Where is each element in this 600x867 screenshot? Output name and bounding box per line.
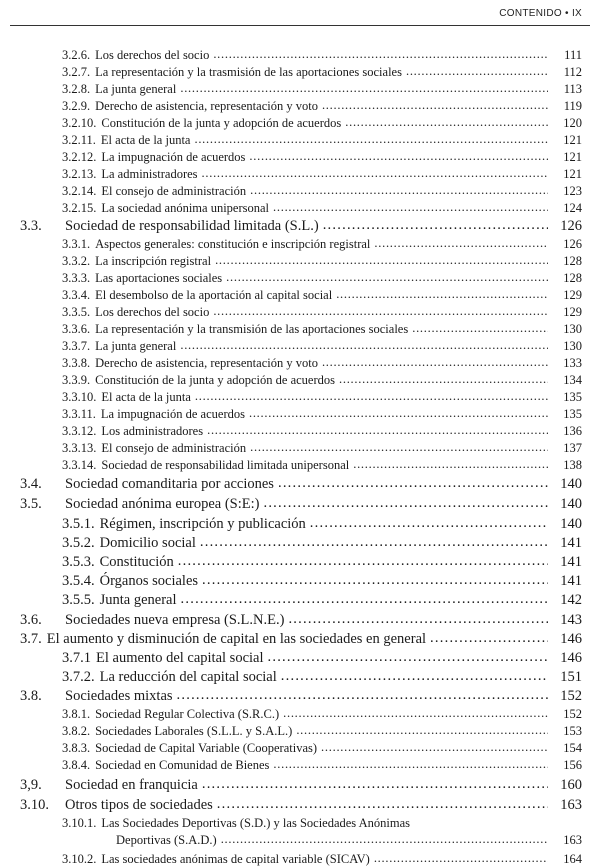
dot-leader — [288, 611, 548, 628]
dot-leader — [226, 270, 548, 285]
section-title: Sociedad en franquicia — [65, 777, 198, 793]
dot-leader — [249, 406, 548, 421]
page-number: 153 — [563, 724, 582, 738]
page-number: 160 — [560, 777, 582, 793]
toc-section[interactable] — [0, 496, 600, 513]
entry-number: 3.5.5. — [62, 592, 95, 608]
page-number: 124 — [563, 201, 582, 215]
toc-entry[interactable] — [0, 390, 600, 405]
entry-number: 3.3.6. — [62, 322, 91, 336]
toc-entry[interactable] — [0, 48, 600, 63]
entry-title: El consejo de administración — [101, 184, 247, 198]
page-number: 143 — [560, 612, 582, 628]
entry-title: Sociedad de responsabilidad limitada unipersonal — [101, 458, 350, 472]
toc-section[interactable] — [0, 688, 600, 705]
page-number: 130 — [563, 339, 582, 353]
entry-title: La impugnación de acuerdos — [100, 407, 245, 421]
entry-number: 3.2.8. — [62, 82, 91, 96]
entry-number: 3.3.3. — [62, 271, 91, 285]
entry-title: Los administradores — [101, 424, 204, 438]
entry-title: La administradores — [101, 167, 198, 181]
toc-entry[interactable] — [0, 669, 600, 686]
entry-title: Junta general — [99, 592, 177, 608]
page-number: 129 — [563, 305, 582, 319]
dot-leader — [278, 475, 548, 492]
dot-leader — [322, 355, 548, 370]
section-title: Sociedades nueva empresa (S.L.N.E.) — [65, 612, 285, 628]
entry-title: El acta de la junta — [101, 390, 191, 404]
toc-entry[interactable] — [0, 65, 600, 80]
dot-leader — [345, 115, 548, 130]
entry-title: Aspectos generales: constitución e inscripción registral — [95, 237, 371, 251]
entry-number: 3.8.1. — [62, 707, 91, 721]
toc-section[interactable] — [0, 612, 600, 629]
dot-leader — [213, 47, 548, 62]
entry-number: 3.10.1. — [62, 816, 97, 830]
entry-title: Derecho de asistencia, representación y voto — [95, 356, 318, 370]
entry-title: Sociedad en Comunidad de Bienes — [95, 758, 270, 772]
dot-leader — [178, 553, 548, 570]
entry-title: Sociedad de Capital Variable (Cooperativas) — [95, 741, 318, 755]
page-number: 126 — [563, 237, 582, 251]
entry-title: La reducción del capital social — [99, 669, 277, 685]
entry-number: 3.5.2. — [62, 535, 95, 551]
entry-title: La junta general — [95, 339, 177, 353]
entry-title: Deportivas (S.A.D.) — [116, 833, 217, 847]
toc-entry[interactable] — [0, 852, 600, 867]
page-number: 136 — [563, 424, 582, 438]
entry-number: 3.2.9. — [62, 99, 91, 113]
toc-entry[interactable] — [0, 592, 600, 609]
page-number: 130 — [563, 322, 582, 336]
section-title: Sociedad anónima europea (S:E:) — [65, 496, 260, 512]
dot-leader — [322, 98, 548, 113]
dot-leader — [281, 668, 548, 685]
dot-leader — [195, 389, 548, 404]
entry-title: Las Sociedades Deportivas (S.D.) y las Sociedades Anónimas — [101, 816, 410, 830]
toc-entry[interactable] — [0, 133, 600, 148]
toc-entry-continuation[interactable] — [0, 833, 600, 848]
dot-leader — [200, 534, 548, 551]
entry-number: 3.3.7. — [62, 339, 91, 353]
toc-entry[interactable] — [0, 82, 600, 97]
page-number: 135 — [563, 407, 582, 421]
page-number: 163 — [563, 833, 582, 847]
dot-leader — [273, 200, 548, 215]
toc-entry[interactable] — [0, 373, 600, 388]
dot-leader — [323, 217, 548, 234]
page-number: 152 — [560, 688, 582, 704]
page-number: 128 — [563, 271, 582, 285]
toc-entry[interactable] — [0, 271, 600, 286]
toc-section[interactable] — [0, 476, 600, 493]
entry-title: Los derechos del socio — [95, 48, 210, 62]
toc-entry[interactable] — [0, 816, 600, 831]
entry-number: 3.10.2. — [62, 852, 97, 866]
entry-title: La sociedad anónima unipersonal — [101, 201, 270, 215]
toc-entry[interactable] — [0, 150, 600, 165]
toc-entry[interactable] — [0, 254, 600, 269]
toc-entry[interactable] — [0, 741, 600, 756]
toc-entry[interactable] — [0, 201, 600, 216]
dot-leader — [202, 166, 548, 181]
page-number: 152 — [563, 707, 582, 721]
dot-leader — [215, 253, 548, 268]
toc-entry[interactable] — [0, 322, 600, 337]
dot-leader — [336, 287, 548, 302]
entry-title: El aumento del capital social — [96, 650, 264, 666]
section-number: 3.8. — [20, 688, 42, 704]
toc-entry[interactable] — [0, 650, 600, 667]
dot-leader — [180, 338, 548, 353]
entry-title: Derecho de asistencia, representación y voto — [95, 99, 318, 113]
section-number: 3.10. — [20, 797, 49, 813]
entry-number: 3.8.2. — [62, 724, 91, 738]
entry-number: 3.2.11. — [62, 133, 96, 147]
page-number: 119 — [563, 99, 582, 113]
page-number: 138 — [563, 458, 582, 472]
entry-number: 3.5.1. — [62, 516, 95, 532]
entry-number: 3.8.4. — [62, 758, 91, 772]
toc-entry[interactable] — [0, 356, 600, 371]
entry-number: 3.3.10. — [62, 390, 97, 404]
section-number: 3.5. — [20, 496, 42, 512]
entry-number: 3.3.9. — [62, 373, 91, 387]
section-number: 3.3. — [20, 218, 42, 234]
toc-section[interactable] — [0, 631, 600, 648]
page-number: 156 — [563, 758, 582, 772]
entry-title: Constitución — [99, 554, 174, 570]
page-number: 121 — [563, 133, 582, 147]
toc-section[interactable] — [0, 777, 600, 794]
entry-number: 3.3.8. — [62, 356, 91, 370]
entry-number: 3.5.4. — [62, 573, 95, 589]
toc-entry[interactable] — [0, 116, 600, 131]
entry-number: 3.2.13. — [62, 167, 97, 181]
page-number: 128 — [563, 254, 582, 268]
page-number: 163 — [560, 797, 582, 813]
entry-number: 3.2.7. — [62, 65, 91, 79]
dot-leader — [181, 591, 548, 608]
page-number: 120 — [563, 116, 582, 130]
entry-title: La representación y la transmisión de las aportaciones sociales — [95, 322, 409, 336]
header-rule — [10, 25, 590, 26]
page-number: 121 — [563, 167, 582, 181]
page-number: 141 — [560, 535, 582, 551]
page-number: 142 — [560, 592, 582, 608]
dot-leader — [273, 757, 548, 772]
toc-entry[interactable] — [0, 458, 600, 473]
page-number: 126 — [560, 218, 582, 234]
page-number: 129 — [563, 288, 582, 302]
page-number: 113 — [563, 82, 582, 96]
dot-leader — [283, 706, 548, 721]
dot-leader — [207, 423, 548, 438]
entry-number: 3.2.10. — [62, 116, 97, 130]
dot-leader — [430, 630, 548, 647]
dot-leader — [339, 372, 548, 387]
dot-leader — [321, 740, 548, 755]
entry-title: La inscripción registral — [95, 254, 212, 268]
entry-number: 3.2.14. — [62, 184, 97, 198]
toc-entry[interactable] — [0, 441, 600, 456]
entry-title: Órganos sociales — [99, 573, 199, 589]
entry-number: 3.7.2. — [62, 669, 95, 685]
entry-title: Sociedad Regular Colectiva (S.R.C.) — [95, 707, 280, 721]
toc-entry[interactable] — [0, 554, 600, 571]
dot-leader — [202, 572, 548, 589]
dot-leader — [221, 832, 548, 847]
page-number: 141 — [560, 554, 582, 570]
toc-entry[interactable] — [0, 184, 600, 199]
dot-leader — [296, 723, 548, 738]
dot-leader — [249, 149, 548, 164]
section-number: 3.7. — [20, 631, 42, 647]
section-title: Otros tipos de sociedades — [65, 797, 213, 813]
section-title: Sociedad de responsabilidad limitada (S.L.) — [65, 218, 319, 234]
toc-section[interactable] — [0, 797, 600, 814]
dot-leader — [263, 495, 548, 512]
page-number: 133 — [563, 356, 582, 370]
entry-title: Las sociedades anónimas de capital variable (SICAV) — [101, 852, 370, 866]
page-number: 134 — [563, 373, 582, 387]
toc-entry[interactable] — [0, 535, 600, 552]
entry-title: Los derechos del socio — [95, 305, 210, 319]
dot-leader — [250, 183, 548, 198]
page-number: 146 — [560, 631, 582, 647]
toc-section[interactable] — [0, 218, 600, 235]
page-number: 154 — [563, 741, 582, 755]
entry-title: El acta de la junta — [100, 133, 191, 147]
page-number: 123 — [563, 184, 582, 198]
page-number: 140 — [560, 476, 582, 492]
dot-leader — [412, 321, 548, 336]
entry-number: 3.5.3. — [62, 554, 95, 570]
page-number: 141 — [560, 573, 582, 589]
entry-number: 3.2.15. — [62, 201, 97, 215]
dot-leader — [374, 236, 548, 251]
entry-title: La impugnación de acuerdos — [101, 150, 246, 164]
dot-leader — [202, 776, 548, 793]
page-number: 111 — [564, 48, 582, 62]
entry-number: 3.8.3. — [62, 741, 91, 755]
toc-entry[interactable] — [0, 724, 600, 739]
entry-number: 3.7.1 — [62, 650, 91, 666]
dot-leader — [374, 851, 548, 866]
entry-title: Las aportaciones sociales — [95, 271, 223, 285]
toc-entry[interactable] — [0, 516, 600, 533]
entry-number: 3.3.2. — [62, 254, 91, 268]
page-number: 135 — [563, 390, 582, 404]
toc-entry[interactable] — [0, 305, 600, 320]
page-number: 146 — [560, 650, 582, 666]
page-number: 121 — [563, 150, 582, 164]
entry-number: 3.3.1. — [62, 237, 91, 251]
entry-title: Régimen, inscripción y publicación — [99, 516, 306, 532]
page-number: 164 — [563, 852, 582, 866]
dot-leader — [194, 132, 548, 147]
entry-title: La representación y la trasmisión de las aportaciones sociales — [95, 65, 402, 79]
entry-title: El consejo de administración — [101, 441, 247, 455]
section-number: 3.6. — [20, 612, 42, 628]
section-title: Sociedad comanditaria por acciones — [65, 476, 274, 492]
dot-leader — [353, 457, 548, 472]
entry-number: 3.3.4. — [62, 288, 91, 302]
running-head: CONTENIDO • IX — [499, 8, 582, 19]
section-title: Sociedades mixtas — [65, 688, 173, 704]
toc-entry[interactable] — [0, 237, 600, 252]
toc-entry[interactable] — [0, 99, 600, 114]
toc-entry[interactable] — [0, 424, 600, 439]
entry-number: 3.2.6. — [62, 48, 91, 62]
toc-entry[interactable] — [0, 758, 600, 773]
dot-leader — [268, 649, 549, 666]
dot-leader — [250, 440, 548, 455]
entry-title: El desembolso de la aportación al capital social — [95, 288, 333, 302]
toc-entry[interactable] — [0, 339, 600, 354]
page-number: 140 — [560, 496, 582, 512]
entry-number: 3.2.12. — [62, 150, 97, 164]
toc-entry[interactable] — [0, 707, 600, 722]
entry-title: Domicilio social — [99, 535, 196, 551]
entry-title: Constitución de la junta y adopción de acuerdos — [101, 116, 342, 130]
entry-number: 3.3.12. — [62, 424, 97, 438]
toc-entry[interactable] — [0, 573, 600, 590]
toc-entry[interactable] — [0, 288, 600, 303]
page-number: 151 — [560, 669, 582, 685]
dot-leader — [217, 796, 548, 813]
dot-leader — [177, 687, 548, 704]
entry-number: 3.3.13. — [62, 441, 97, 455]
dot-leader — [310, 515, 548, 532]
dot-leader — [180, 81, 548, 96]
entry-title: Sociedades Laborales (S.L.L. y S.A.L.) — [95, 724, 293, 738]
dot-leader — [213, 304, 548, 319]
toc-entry[interactable] — [0, 167, 600, 182]
section-title: El aumento y disminución de capital en las sociedades en general — [46, 631, 427, 647]
entry-title: Constitución de la junta y adopción de acuerdos — [95, 373, 335, 387]
page-number: 112 — [563, 65, 582, 79]
section-number: 3.4. — [20, 476, 42, 492]
toc-entry[interactable] — [0, 407, 600, 422]
page-number: 140 — [560, 516, 582, 532]
section-number: 3,9. — [20, 777, 42, 793]
entry-number: 3.3.5. — [62, 305, 91, 319]
page-number: 137 — [563, 441, 582, 455]
entry-number: 3.3.14. — [62, 458, 97, 472]
entry-number: 3.3.11. — [62, 407, 96, 421]
dot-leader — [406, 64, 548, 79]
entry-title: La junta general — [95, 82, 177, 96]
